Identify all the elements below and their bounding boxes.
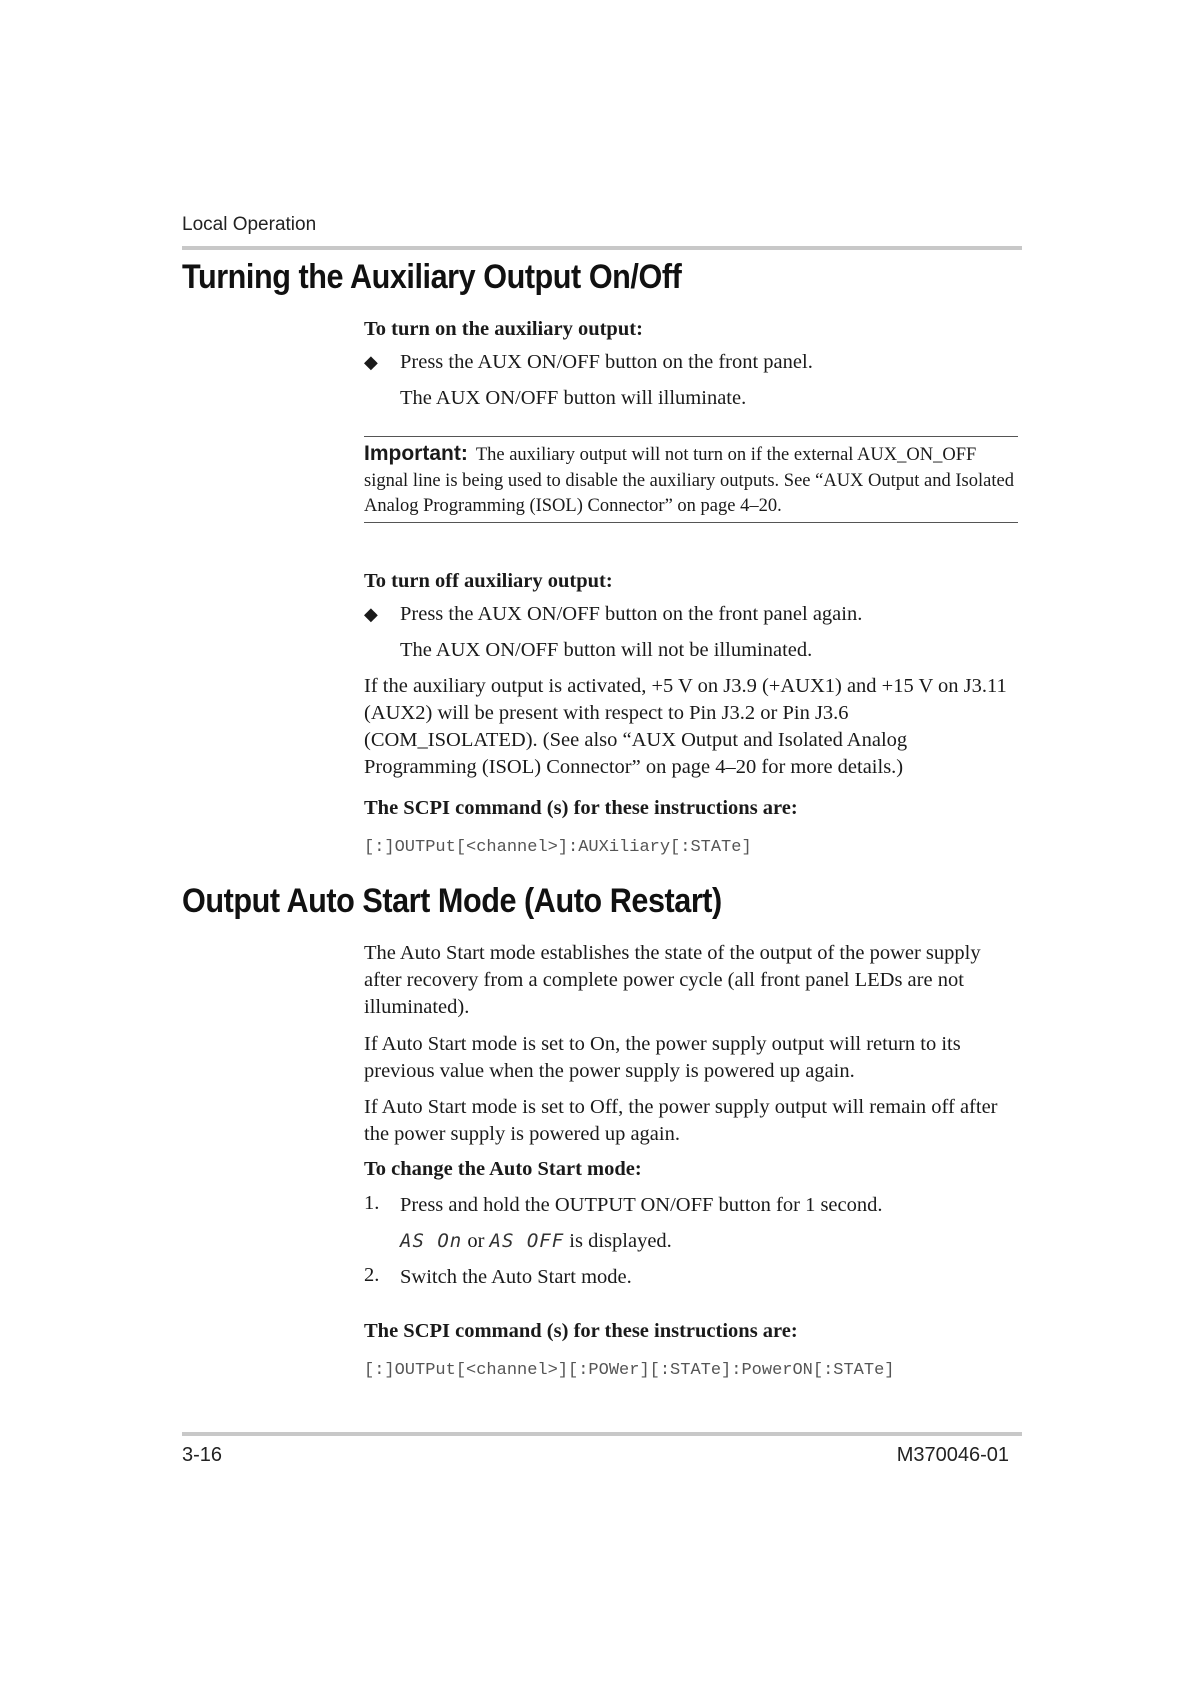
display-suffix: is displayed. bbox=[569, 1230, 672, 1252]
scpi-command-1: [:]OUTPut[<channel>]:AUXiliary[:STATe] bbox=[364, 838, 752, 857]
display-as-off: AS OFF bbox=[489, 1230, 565, 1252]
scpi-heading-1: The SCPI command (s) for these instructions are: bbox=[364, 797, 798, 819]
page-number: 3-16 bbox=[182, 1444, 223, 1466]
auto-start-para-1: The Auto Start mode establishes the state of the output of the power supply after recovery from a complete power cycle (all front panel LEDs are not illuminated). bbox=[364, 942, 981, 1018]
display-as-on: AS On bbox=[400, 1230, 463, 1252]
turn-off-result: The AUX ON/OFF button will not be illuminated. bbox=[400, 639, 813, 661]
header-rule bbox=[182, 246, 1022, 250]
doc-number: M370046-01 bbox=[896, 1444, 1009, 1466]
display-or: or bbox=[467, 1230, 485, 1252]
step-2-text: Switch the Auto Start mode. bbox=[400, 1266, 632, 1288]
important-note bbox=[364, 436, 1018, 523]
turn-on-heading: To turn on the auxiliary output: bbox=[364, 318, 643, 340]
turn-off-step: Press the AUX ON/OFF button on the front panel again. bbox=[400, 603, 863, 625]
aux-paragraph: If the auxiliary output is activated, +5 V on J3.9 (+AUX1) and +15 V on J3.11 (AUX2) will be present with respect to Pin J3.2 or Pin J3.6 (COM_ISOLATED). (See also “AUX Output and Isolated Analog Programming (ISOL) Connector” on page 4–20 for more details.) bbox=[364, 675, 1007, 778]
turn-on-result: The AUX ON/OFF button will illuminate. bbox=[400, 387, 747, 409]
important-label: Important: bbox=[364, 442, 468, 465]
running-head: Local Operation bbox=[182, 214, 317, 235]
section-title-aux-output: Turning the Auxiliary Output On/Off bbox=[182, 258, 682, 296]
diamond-bullet-icon: ◆ bbox=[364, 352, 378, 372]
step-2-number: 2. bbox=[364, 1264, 380, 1286]
turn-on-step: Press the AUX ON/OFF button on the front panel. bbox=[400, 351, 813, 373]
auto-start-para-3: If Auto Start mode is set to Off, the power supply output will remain off after the power supply is powered up again. bbox=[364, 1096, 998, 1145]
scpi-command-2: [:]OUTPut[<channel>][:POWer][:STATe]:PowerON[:STATe] bbox=[364, 1361, 895, 1380]
step-1-text: Press and hold the OUTPUT ON/OFF button for 1 second. bbox=[400, 1194, 883, 1216]
step-1-number: 1. bbox=[364, 1192, 380, 1214]
display-readout-line bbox=[400, 1228, 672, 1255]
diamond-bullet-icon: ◆ bbox=[364, 604, 378, 624]
scpi-heading-2: The SCPI command (s) for these instructions are: bbox=[364, 1320, 798, 1342]
auto-start-para-2: If Auto Start mode is set to On, the power supply output will return to its previous value when the power supply is powered up again. bbox=[364, 1033, 961, 1082]
section-title-auto-start: Output Auto Start Mode (Auto Restart) bbox=[182, 882, 722, 920]
footer-rule bbox=[182, 1432, 1022, 1436]
change-mode-heading: To change the Auto Start mode: bbox=[364, 1158, 642, 1180]
turn-off-heading: To turn off auxiliary output: bbox=[364, 570, 613, 592]
important-text: The auxiliary output will not turn on if the external AUX_ON_OFF signal line is being used to disable the auxiliary outputs. See “AUX Output and Isolated Analog Programming (ISOL) Connector” on page 4–20. bbox=[364, 445, 1014, 516]
